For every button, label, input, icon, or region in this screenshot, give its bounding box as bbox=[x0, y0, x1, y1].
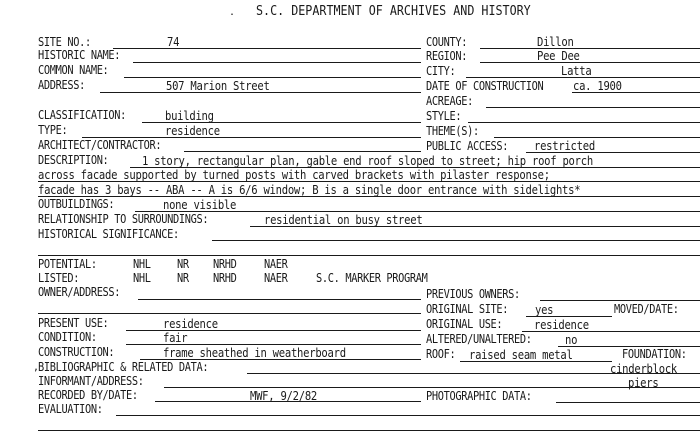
line-architect bbox=[184, 151, 421, 152]
line-public-access bbox=[526, 152, 700, 153]
value-foundation-1: cinderblock bbox=[610, 362, 678, 376]
label-acreage: ACREAGE: bbox=[426, 94, 473, 108]
value-construction: frame sheathed in weatherboard bbox=[163, 346, 346, 360]
line-original-site bbox=[526, 316, 612, 317]
line-historical-significance bbox=[212, 240, 700, 241]
line-themes bbox=[494, 137, 700, 138]
label-description: DESCRIPTION: bbox=[38, 153, 109, 167]
label-original-site: ORIGINAL SITE: bbox=[426, 302, 509, 316]
line-original-use bbox=[522, 331, 700, 332]
label-informant: INFORMANT/ADDRESS: bbox=[38, 374, 144, 388]
line-relationship bbox=[250, 226, 700, 227]
line-previous-owners bbox=[540, 300, 700, 301]
value-county: Dillon bbox=[537, 35, 574, 49]
line-recorded-by bbox=[155, 401, 421, 402]
label-date-of-construction: DATE OF CONSTRUCTION bbox=[426, 79, 544, 93]
line-significance-extra bbox=[38, 255, 700, 256]
label-classification: CLASSIFICATION: bbox=[38, 108, 127, 122]
potential-nhl: NHL bbox=[133, 257, 151, 271]
line-style bbox=[468, 122, 700, 123]
line-common-name bbox=[124, 77, 421, 78]
label-common-name: COMMON NAME: bbox=[38, 63, 109, 77]
value-original-site: yes bbox=[535, 303, 554, 317]
label-themes: THEME(S): bbox=[426, 124, 479, 138]
label-construction: CONSTRUCTION: bbox=[38, 345, 115, 359]
label-architect: ARCHITECT/CONTRACTOR: bbox=[38, 138, 162, 152]
label-public-access: PUBLIC ACCESS: bbox=[426, 139, 509, 153]
line-outbuildings bbox=[135, 211, 700, 212]
label-bibliographic: BIBLIOGRAPHIC & RELATED DATA: bbox=[38, 360, 209, 374]
value-relationship: residential on busy street bbox=[264, 213, 423, 227]
line-condition bbox=[126, 344, 421, 345]
label-foundation: FOUNDATION: bbox=[622, 347, 687, 361]
label-type: TYPE: bbox=[38, 123, 68, 137]
label-condition: CONDITION: bbox=[38, 330, 97, 344]
label-evaluation: EVALUATION: bbox=[38, 402, 103, 416]
label-listed: LISTED: bbox=[38, 271, 80, 285]
listed-nhl: NHL bbox=[133, 271, 151, 285]
header-bullet: . bbox=[229, 7, 236, 18]
margin-tick-mark: , bbox=[33, 362, 40, 373]
line-description-3 bbox=[38, 196, 700, 197]
label-city: CITY: bbox=[426, 64, 456, 78]
line-acreage bbox=[486, 107, 700, 108]
label-address: ADDRESS: bbox=[38, 78, 85, 92]
label-outbuildings: OUTBUILDINGS: bbox=[38, 197, 115, 211]
line-owner-address bbox=[138, 299, 421, 300]
value-condition: fair bbox=[163, 331, 188, 345]
label-owner-address: OWNER/ADDRESS: bbox=[38, 285, 121, 299]
value-altered: no bbox=[565, 333, 578, 347]
value-site-no: 74 bbox=[167, 35, 180, 49]
line-informant bbox=[164, 387, 700, 388]
value-type: residence bbox=[165, 124, 220, 138]
line-region bbox=[480, 62, 700, 63]
value-date-of-construction: ca. 1900 bbox=[573, 79, 622, 93]
value-public-access: restricted bbox=[534, 139, 595, 153]
value-recorded-by: MWF, 9/2/82 bbox=[250, 389, 318, 403]
label-historical-significance: HISTORICAL SIGNIFICANCE: bbox=[38, 227, 179, 241]
description-line-2: across facade supported by turned posts with carved brackets with pilaster response; bbox=[38, 168, 550, 182]
line-evaluation bbox=[116, 415, 700, 416]
listed-nrhd: NRHD bbox=[213, 271, 237, 285]
value-present-use: residence bbox=[163, 317, 218, 331]
form-title: S.C. DEPARTMENT OF ARCHIVES AND HISTORY bbox=[256, 4, 531, 19]
line-county bbox=[480, 48, 700, 49]
potential-naer: NAER bbox=[264, 257, 288, 271]
listed-naer: NAER bbox=[264, 271, 288, 285]
label-style: STYLE: bbox=[426, 109, 462, 123]
line-historic-name bbox=[133, 62, 421, 63]
line-address bbox=[100, 92, 421, 93]
line-photographic bbox=[556, 402, 700, 403]
value-city: Latta bbox=[561, 64, 592, 78]
value-classification: building bbox=[165, 109, 214, 123]
value-original-use: residence bbox=[534, 318, 589, 332]
label-original-use: ORIGINAL USE: bbox=[426, 317, 503, 331]
description-line-1: 1 story, rectangular plan, gable end roof sloped to street; hip roof porch bbox=[142, 154, 593, 168]
label-region: REGION: bbox=[426, 49, 468, 63]
line-site-no bbox=[113, 48, 421, 49]
line-city bbox=[466, 77, 700, 78]
label-photographic: PHOTOGRAPHIC DATA: bbox=[426, 389, 532, 403]
label-altered: ALTERED/UNALTERED: bbox=[426, 332, 532, 346]
label-historic-name: HISTORIC NAME: bbox=[38, 48, 121, 62]
line-roof bbox=[460, 361, 612, 362]
value-outbuildings: none visible bbox=[163, 198, 237, 212]
value-address: 507 Marion Street bbox=[166, 79, 270, 93]
potential-nr: NR bbox=[177, 257, 189, 271]
listed-sc-marker-program: S.C. MARKER PROGRAM bbox=[316, 271, 428, 285]
label-moved-date: MOVED/DATE: bbox=[614, 302, 679, 316]
potential-nrhd: NRHD bbox=[213, 257, 237, 271]
label-site-no: SITE NO.: bbox=[38, 35, 91, 49]
description-line-3: facade has 3 bays -- ABA -- A is 6/6 window; B is a single door entrance with sidelights* bbox=[38, 183, 581, 197]
label-previous-owners: PREVIOUS OWNERS: bbox=[426, 287, 520, 301]
label-relationship: RELATIONSHIP TO SURROUNDINGS: bbox=[38, 212, 209, 226]
value-roof: raised seam metal bbox=[469, 348, 573, 362]
line-owner-extra bbox=[38, 313, 421, 314]
label-county: COUNTY: bbox=[426, 35, 468, 49]
listed-nr: NR bbox=[177, 271, 189, 285]
line-description-2 bbox=[38, 181, 700, 182]
label-roof: ROOF: bbox=[426, 347, 456, 361]
line-evaluation-extra bbox=[38, 430, 700, 431]
value-region: Pee Dee bbox=[537, 49, 580, 63]
label-present-use: PRESENT USE: bbox=[38, 316, 109, 330]
label-potential: POTENTIAL: bbox=[38, 257, 97, 271]
line-classification bbox=[142, 122, 421, 123]
value-foundation-2: piers bbox=[628, 376, 659, 390]
line-date-of-construction bbox=[572, 92, 700, 93]
label-recorded-by: RECORDED BY/DATE: bbox=[38, 388, 138, 402]
